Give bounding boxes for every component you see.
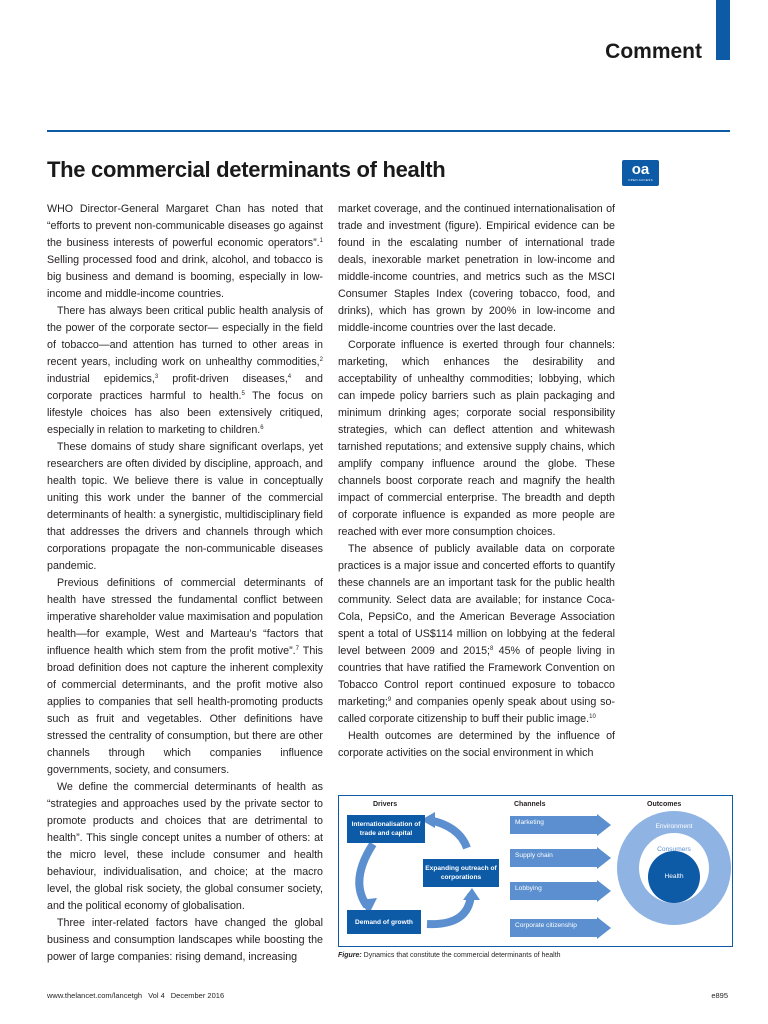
paragraph: Health outcomes are determined by the influence of corporate activities on the social environment in which: [338, 730, 615, 759]
paragraph: Corporate influence is exerted through four channels: marketing, which enhances the desirability and acceptability of unhealthy commodities; lobbying, which can impede policy barriers such as plain packaging and minimum drinking ages; corporate social responsibility strategies, which can deflect attention and whitewash tarnished reputations; and extensive supply chains, which amplify company influence around the globe. These channels boost corporate reach and magnify the health impact of commercial enterprise. The breadth and depth of corporate influence is expanded as more people are reached with ever more consumption choices.: [338, 339, 615, 538]
reference-number[interactable]: 5: [241, 391, 245, 397]
paragraph: The absence of publicly available data on corporate practices is a major issue and concerted efforts to quantify these channels are an important task for the public health community. Select data are available; for instance Coca-Cola, PepsiCo, and the American Beverage Association spent a total of US$114 million on lobbying at the federal level between 2009 and 2015;$^8$ 45% of people living in countries that have ratified the Framework Convention on Tobacco Control report continued exposure to tobacco marketing;$^9$ and companies openly speak about using so-called corporate citizenship to buff their public image.$^{10}$: [338, 543, 615, 725]
channel-label: Supply chain: [515, 852, 553, 859]
channel-label: Marketing: [515, 819, 544, 826]
channels-header: Channels: [514, 801, 546, 808]
open-access-badge-text: oa: [631, 161, 650, 178]
figure-caption: [338, 952, 561, 959]
channel-label: Corporate citizenship: [515, 922, 577, 929]
section-accent-bar: [716, 0, 730, 60]
paragraph: There has always been critical public health analysis of the power of the corporate sector— especially in the field of tobacco—and attention has turned to other areas in recent years, including work on unhealthy commodities,$^2$ industrial epidemics,$^3$ profit-driven diseases,$^4$ and corporate practices harmful to health.$^5$ The focus on lifestyle choices has also been extensively critiqued, especially in relation to marketing to children.$^6$: [47, 305, 323, 436]
driver-demand-of-growth: Demand of growth: [347, 910, 421, 934]
figure-caption-label: Figure:: [338, 952, 362, 959]
driver-expanding-outreach: Expanding outreach of corporations: [423, 859, 499, 887]
figure-diagram: [338, 795, 733, 947]
footer-citation: [47, 991, 230, 1000]
volume: Vol 4: [148, 991, 165, 1000]
open-access-badge-subtext: OPEN ACCESS: [628, 178, 653, 182]
reference-number[interactable]: 9: [387, 697, 392, 703]
outcome-label-environment: Environment: [655, 823, 693, 830]
outcome-label-health: Health: [664, 873, 684, 880]
paragraph: WHO Director-General Margaret Chan has noted that “efforts to prevent non-communicable diseases go against the business interests of powerful economic operators”.$^1$ Selling processed food and drink, alcohol, and tobacco is big business and demand is booming, especially in low-income and middle-income countries.: [47, 203, 323, 300]
reference-number[interactable]: 1: [319, 238, 323, 244]
channel-label: Lobbying: [515, 885, 542, 892]
article-title: The commercial determinants of health: [47, 157, 446, 182]
column-right: [338, 201, 615, 762]
reference-number[interactable]: 3: [154, 374, 159, 380]
driver-internationalisation: Internationalisation of trade and capital: [347, 815, 425, 843]
outcomes-header: Outcomes: [647, 801, 682, 808]
issue-date: December 2016: [170, 991, 225, 1000]
paragraph-continued: market coverage, and the continued internationalisation of trade and investment (figure). Empirical evidence can be found in the escalating number of international trade deals, inexorable market penetration in low-income and middle-income countries, and metrics such as the MSCI Consumer Staples Index (covering tobacco, food, and drinks), which has grown by 200% in low-income and middle-income countries over the last decade.: [338, 203, 615, 334]
section-label: Comment: [605, 40, 702, 63]
reference-number[interactable]: 2: [319, 357, 323, 363]
reference-number[interactable]: 4: [287, 374, 292, 380]
drivers-header: Drivers: [373, 801, 398, 808]
open-access-badge: [622, 160, 659, 186]
reference-number[interactable]: 10: [589, 714, 596, 720]
journal-url[interactable]: www.thelancet.com/lancetgh: [47, 991, 143, 1000]
column-left: [47, 201, 323, 966]
channel-arrow-corporate-citizenship: [510, 917, 611, 939]
figure-caption-text: Dynamics that constitute the commercial determinants of health: [361, 952, 561, 959]
reference-number[interactable]: 8: [490, 646, 494, 652]
paragraph: Previous definitions of commercial determinants of health have stressed the fundamental conflict between imperative shareholder value maximisation and population health—for example, West and Marteau’s “factors that influence health which stem from the profit motive”.$^7$ This broad definition does not capture the inherent complexity of commercial determinants, and the profit motive also applies to companies that sell health-promoting products such as fruit and vegetables. Other definitions have stressed the centrality of consumption, but there are other channels through which companies influence governments, society, and consumers.: [47, 577, 323, 776]
paragraph: Three inter-related factors have changed the global business and consumption landscapes while boosting the power of large companies: rising demand, increasing: [47, 917, 323, 963]
paragraph: These domains of study share significant overlaps, yet researchers are often divided by discipline, approach, and health topic. We believe there is value in conceptually uniting this work under the banner of the commercial determinants of health: a synergistic, multidisciplinary field that addresses the drivers and channels through which corporations propagate the non-communicable diseases pandemic.: [47, 441, 323, 572]
reference-number[interactable]: 7: [295, 646, 299, 652]
channel-arrow-marketing: [510, 814, 611, 836]
channel-arrow-supply-chain: [510, 847, 611, 869]
page-number: e895: [711, 991, 728, 1000]
reference-number[interactable]: 6: [260, 425, 264, 431]
paragraph: We define the commercial determinants of health as “strategies and approaches used by the private sector to promote products and choices that are detrimental to health”. This single concept unites a number of others: at the micro level, these include consumer and health behaviour, individualisation, and choice; at the macro level, the global risk society, the global consumer society, and the political economy of globalisation.: [47, 781, 323, 912]
outcome-label-consumers: Consumers: [657, 846, 691, 853]
channel-arrow-lobbying: [510, 880, 611, 902]
header-rule: [47, 130, 730, 132]
